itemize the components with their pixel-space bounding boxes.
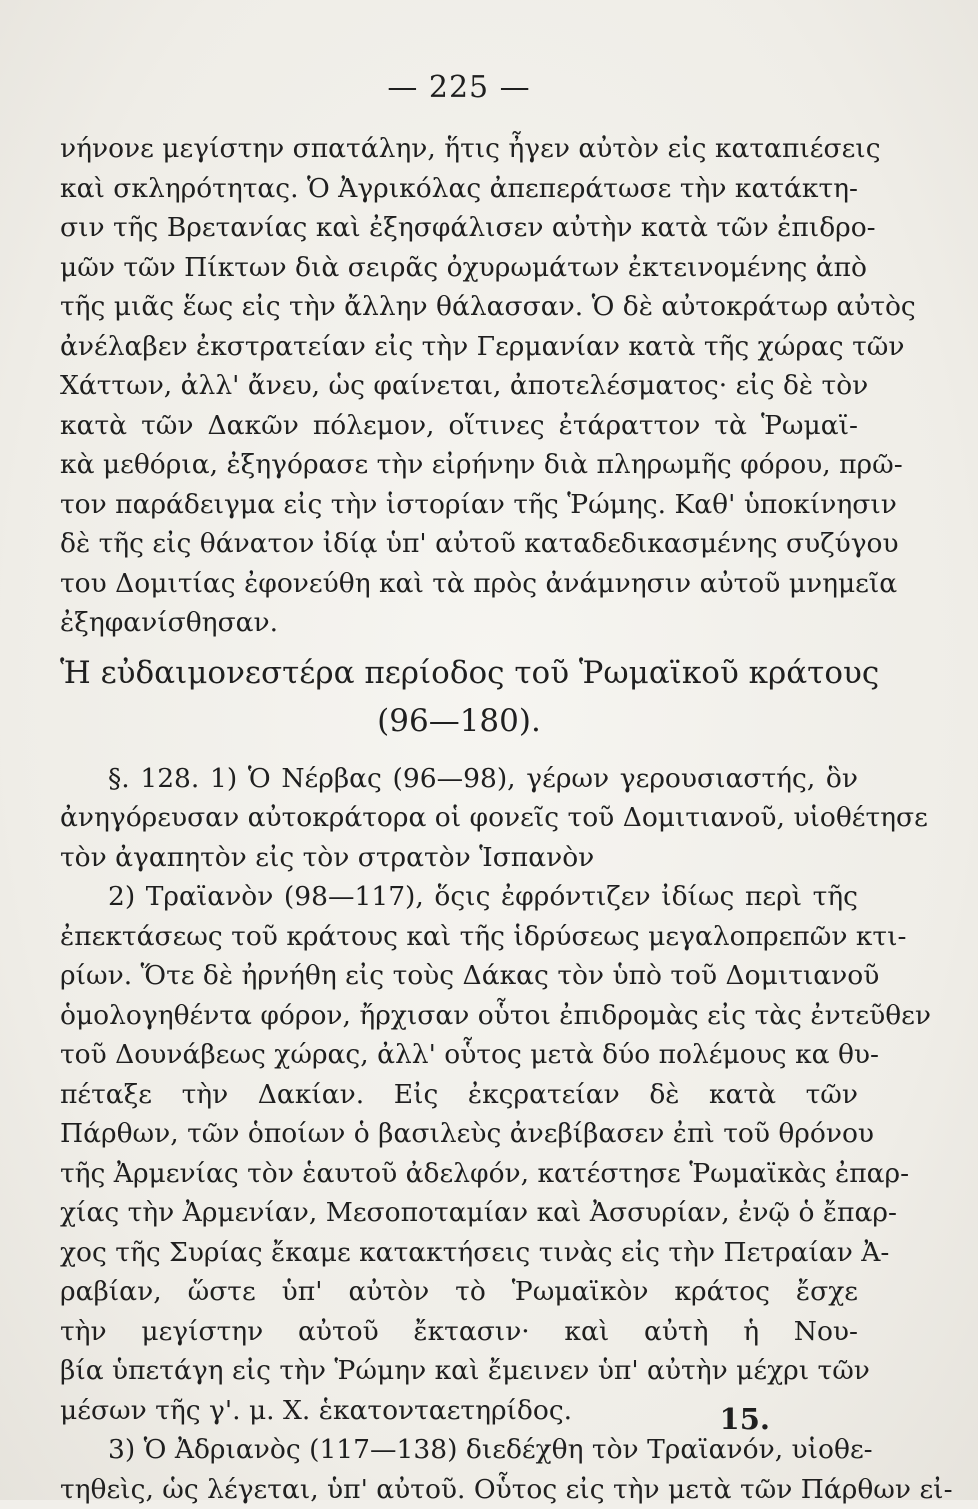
text-line: ἀνέλαβεν ἐκστρατείαν εἰς τὴν Γερμανίαν κατὰ τῆς χώρας τῶν	[60, 327, 858, 367]
text-line: βία ὑπετάγη εἰς τὴν Ῥώμην καὶ ἔμεινεν ὑπ' αὐτὴν μέχρι τῶν	[60, 1351, 858, 1391]
text-line: Χάττων, ἀλλ' ἄνευ, ὡς φαίνεται, ἀποτελέσματος· εἰς δὲ τὸν	[60, 366, 858, 406]
text-line: τον παράδειγμα εἰς τὴν ἱστορίαν τῆς Ῥώμης. Καθ' ὑποκίνησιν	[60, 485, 858, 525]
text-line: χίας τὴν Ἀρμενίαν, Μεσοποταμίαν καὶ Ἀσσυρίαν, ἐνῷ ὁ ἔπαρ-	[60, 1193, 858, 1233]
text-line: τῆς Ἀρμενίας τὸν ἑαυτοῦ ἀδελφόν, κατέστησε Ῥωμαϊκὰς ἐπαρ-	[60, 1154, 858, 1194]
section-heading: Ἡ εὐδαιμονεστέρα περίοδος τοῦ Ῥωμαϊκοῦ κράτους	[60, 649, 858, 697]
text-line: καὶ σκληρότητας. Ὁ Ἀγρικόλας ἀπεπεράτωσε τὴν κατάκτη-	[60, 169, 858, 209]
text-line: χος τῆς Συρίας ἔκαμε κατακτήσεις τινὰς εἰς τὴν Πετραίαν Ἀ-	[60, 1233, 858, 1273]
text-line: ἐξηφανίσθησαν.	[60, 603, 858, 643]
text-line: τὸν ἀγαπητὸν εἰς τὸν στρατὸν Ἱσπανὸν	[60, 838, 858, 878]
text-line: του Δομιτίας ἐφονεύθη καὶ τὰ πρὸς ἀνάμνησιν αὐτοῦ μνημεῖα	[60, 564, 858, 604]
text-line: κατὰ τῶν Δακῶν πόλεμον, οἵτινες ἐτάραττον τὰ Ῥωμαϊ-	[60, 406, 858, 446]
page-number: — 225 —	[60, 70, 858, 105]
text-line: ἀνηγόρευσαν αὐτοκράτορα οἱ φονεῖς τοῦ Δομιτιανοῦ, υἱοθέτησε	[60, 798, 858, 838]
text-line: μέσων τῆς γ'. μ. Χ. ἑκατονταετηρίδος.	[60, 1391, 858, 1431]
signature-mark: 15.	[720, 1402, 770, 1436]
text-line: τὴν μεγίστην αὐτοῦ ἔκτασιν· καὶ αὐτὴ ἡ Νου-	[60, 1312, 858, 1352]
text-line: ρίων. Ὅτε δὲ ἠρνήθη εἰς τοὺς Δάκας τὸν ὑπὸ τοῦ Δομιτιανοῦ	[60, 956, 858, 996]
text-line: τῆς μιᾶς ἕως εἰς τὴν ἄλλην θάλασσαν. Ὁ δὲ αὐτοκράτωρ αὐτὸς	[60, 287, 858, 327]
text-line: ὁμολογηθέντα φόρον, ἤρχισαν οὗτοι ἐπιδρομὰς εἰς τὰς ἐντεῦθεν	[60, 996, 858, 1036]
section-heading-dates: (96—180).	[60, 697, 858, 745]
text-line: 3) Ὁ Ἀδριανὸς (117—138) διεδέχθη τὸν Τραϊανόν, υἱοθε-	[60, 1430, 858, 1470]
text-line: §. 128. 1) Ὁ Νέρβας (96—98), γέρων γερουσιαστής, ὃν	[60, 759, 858, 799]
text-line: τηθεὶς, ὡς λέγεται, ὑπ' αὐτοῦ. Οὗτος εἰς τὴν μετὰ τῶν Πάρθων εἰ-	[60, 1470, 858, 1509]
text-line: ραβίαν, ὥστε ὑπ' αὐτὸν τὸ Ῥωμαϊκὸν κράτος ἔσχε	[60, 1272, 858, 1312]
text-line: τοῦ Δουνάβεως χώρας, ἀλλ' οὗτος μετὰ δύο πολέμους κα θυ-	[60, 1035, 858, 1075]
section-128	[60, 759, 858, 1509]
text-line: δὲ τῆς εἰς θάνατον ἰδίᾳ ὑπ' αὐτοῦ καταδεδικασμένης συζύγου	[60, 524, 858, 564]
text-line: κὰ μεθόρια, ἐξηγόρασε τὴν εἰρήνην διὰ πληρωμῆς φόρου, πρῶ-	[60, 445, 858, 485]
text-line: μῶν τῶν Πίκτων διὰ σειρᾶς ὀχυρωμάτων ἐκτεινομένης ἀπὸ	[60, 248, 858, 288]
text-line: Πάρθων, τῶν ὁποίων ὁ βασιλεὺς ἀνεβίβασεν ἐπὶ τοῦ θρόνου	[60, 1114, 858, 1154]
text-line: πέταξε τὴν Δακίαν. Εἰς ἐκςρατείαν δὲ κατὰ τῶν	[60, 1075, 858, 1115]
paragraph-1	[60, 129, 858, 643]
text-line: νήνονε μεγίστην σπατάλην, ἥτις ἦγεν αὐτὸν εἰς καταπιέσεις	[60, 129, 858, 169]
text-line: ἐπεκτάσεως τοῦ κράτους καὶ τῆς ἱδρύσεως μεγαλοπρεπῶν κτι-	[60, 917, 858, 957]
text-line: σιν τῆς Βρετανίας καὶ ἐξησφάλισεν αὐτὴν κατὰ τῶν ἐπιδρο-	[60, 208, 858, 248]
text-line: 2) Τραϊανὸν (98—117), ὅςις ἐφρόντιζεν ἰδίως περὶ τῆς	[60, 877, 858, 917]
